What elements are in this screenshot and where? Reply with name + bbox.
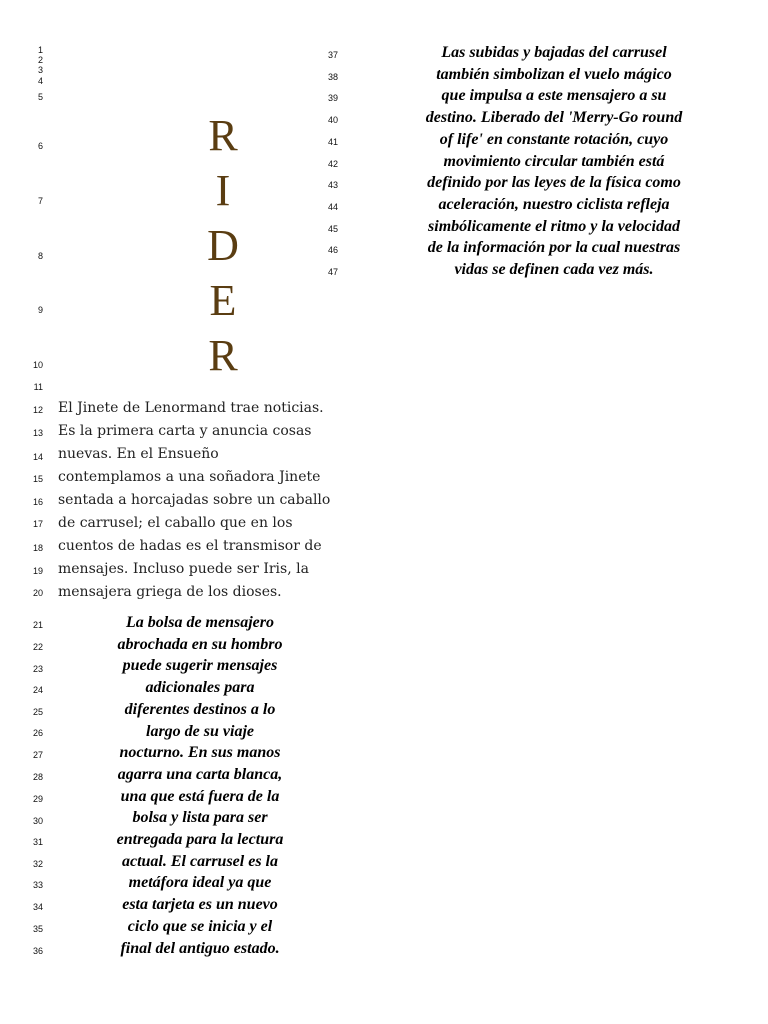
intro-text-line: cuentos de hadas es el transmisor de [58,538,322,554]
line-number: 45 [327,223,338,234]
title-letter: D [207,221,239,270]
bag-text-line: abrochada en su hombro [117,635,283,653]
line-number: 43 [327,180,338,191]
line-number: 5 [37,92,43,102]
bag-text-line: ciclo que se inicia y el [127,917,273,935]
line-number: 41 [327,136,338,147]
bag-text-line: puede sugerir mensajes [122,657,278,675]
bag-text-line: largo de su viaje [146,722,254,740]
carousel-text-line: vidas se definen cada vez más. [454,261,654,278]
intro-text-line: mensajera griega de los dioses. [58,584,282,600]
line-number: 25 [32,707,43,717]
line-number: 9 [37,305,43,315]
bag-text-line: metáfora ideal ya que [128,874,272,892]
line-number: 31 [32,837,43,847]
line-number: 4 [37,76,43,86]
carousel-text-line: Las subidas y bajadas del carrusel [441,44,667,61]
carousel-text-line: que impulsa a este mensajero a su [441,87,667,105]
line-number: 15 [32,474,43,484]
title-letter: R [208,331,238,380]
line-number: 38 [327,71,338,82]
line-number: 10 [32,360,43,370]
line-number: 6 [37,141,43,151]
carousel-text-line: movimiento circular también está [443,152,665,170]
intro-text-line: El Jinete de Lenormand trae noticias. [58,400,324,416]
bag-text-line: La bolsa de mensajero [126,614,274,631]
line-number: 7 [37,196,43,206]
bag-text-line: bolsa y lista para ser [132,809,268,827]
bag-text-line: entregada para la lectura [116,831,284,848]
line-number: 20 [32,588,43,598]
line-number: 13 [32,428,43,438]
line-number: 37 [327,50,338,60]
line-number: 14 [32,452,43,462]
line-number: 46 [327,245,338,256]
title-letter: E [209,276,237,325]
line-number: 35 [32,924,43,934]
intro-text-line: Es la primera carta y anuncia cosas [58,423,312,439]
line-number: 30 [32,816,43,826]
line-number: 24 [32,685,43,695]
line-number: 28 [32,772,43,782]
line-number: 40 [327,115,338,126]
bag-text-line: diferentes destinos a lo [124,700,276,718]
intro-text-line: mensajes. Incluso puede ser Iris, la [58,561,309,577]
line-number: 18 [32,543,43,553]
title-letter: I [215,166,231,215]
bag-text-line: una que está fuera de la [120,787,280,805]
bag-text-line: adicionales para [145,679,255,697]
carousel-text-line: definido por las leyes de la física como [427,174,681,192]
line-number: 8 [37,251,43,261]
line-number: 44 [327,201,338,212]
carousel-text-line: of life' en constante rotación, cuyo [439,130,669,148]
carousel-text-line: aceleración, nuestro ciclista refleja [438,195,670,213]
line-number: 12 [32,405,43,415]
line-number: 32 [32,859,43,869]
bag-text-line: agarra una carta blanca, [117,765,283,783]
carousel-text-line: de la información por la cual nuestras [427,239,681,257]
line-number: 47 [327,267,338,277]
line-number: 42 [327,158,338,169]
carousel-text-line: simbólicamente el ritmo y la velocidad [428,217,680,235]
line-number: 27 [32,750,43,760]
line-number: 23 [32,664,43,674]
intro-text-line: de carrusel; el caballo que en los [58,515,293,531]
line-number: 16 [32,497,43,507]
line-number: 17 [32,519,43,529]
line-number: 1 [37,45,43,55]
line-number: 11 [33,382,43,392]
line-number: 2 [37,55,43,65]
intro-text-line: sentada a horcajadas sobre un caballo [58,492,331,508]
line-number: 33 [32,880,43,890]
bag-text-line: actual. El carrusel es la [121,852,278,870]
title-letter: R [208,111,238,160]
carousel-text-line: también simbolizan el vuelo mágico [436,65,672,83]
line-number: 22 [32,642,43,652]
line-number: 36 [32,946,43,956]
bag-text-line: esta tarjeta es un nuevo [122,896,278,914]
intro-text-line: nuevas. En el Ensueño [58,446,219,462]
line-number: 29 [32,794,43,804]
line-number: 26 [32,728,43,738]
line-number: 21 [32,620,43,630]
intro-text-line: contemplamos a una soñadora Jinete [58,469,321,485]
line-number: 39 [327,93,338,104]
bag-text-line: final del antiguo estado. [120,939,280,957]
line-number: 34 [32,902,43,912]
line-number: 3 [37,65,43,75]
carousel-text-line: destino. Liberado del 'Merry-Go round [425,109,683,127]
line-number: 19 [32,566,43,576]
bag-text-line: nocturno. En sus manos [119,744,281,762]
